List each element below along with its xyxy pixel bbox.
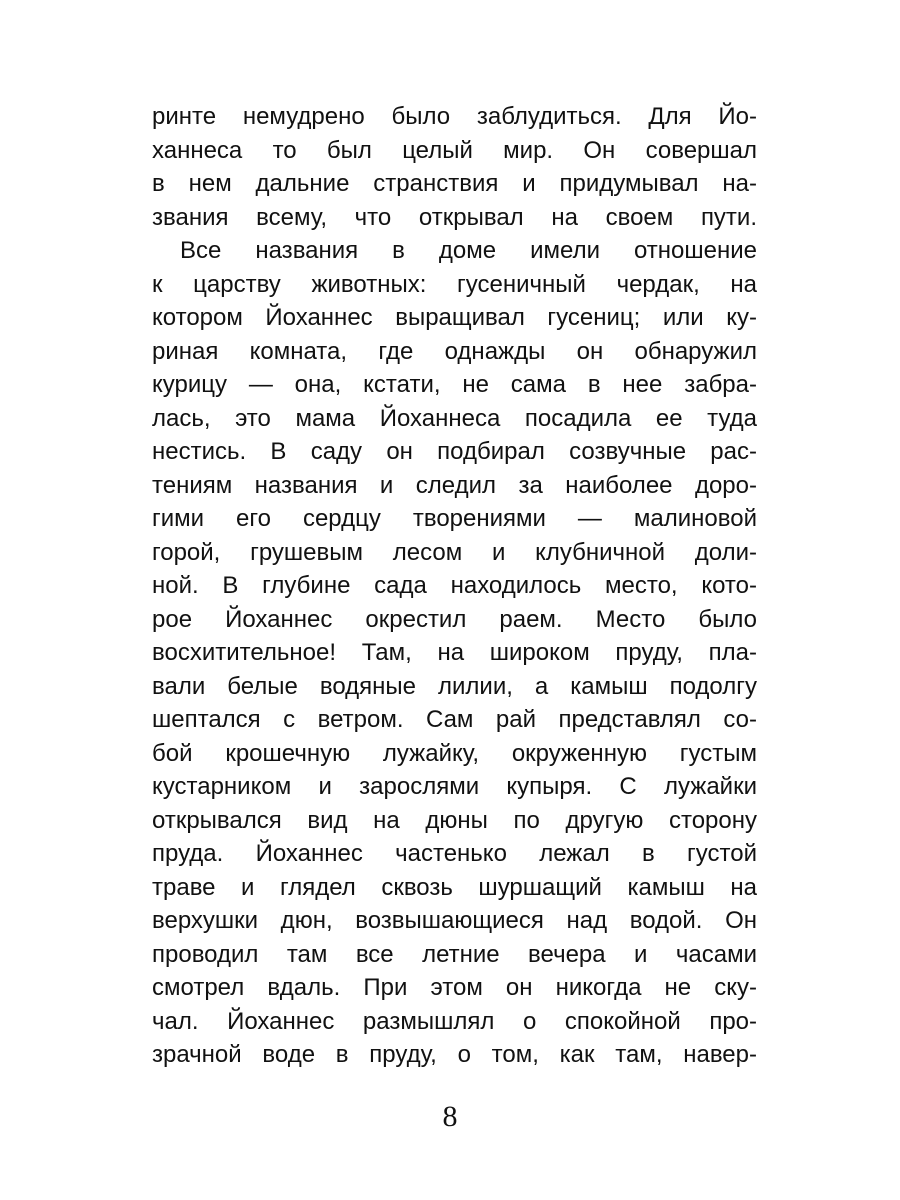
page-number: 8 <box>442 1100 458 1133</box>
text-line: восхитительное! Там, на широком пруду, пла- <box>152 639 757 666</box>
text-line: лась, это мама Йоханнеса посадила ее туда <box>152 404 757 432</box>
text-line: котором Йоханнес выращивал гусениц; или ку- <box>152 304 757 331</box>
text-line: к царству животных: гусеничный чердак, на <box>152 270 757 298</box>
text-line: кустарником и зарослями купыря. С лужайки <box>152 773 757 800</box>
text-line: траве и глядел сквозь шуршащий камыш на <box>152 873 757 901</box>
text-line: курицу — она, кстати, не сама в нее забра- <box>152 371 757 398</box>
text-line: чал. Йоханнес размышлял о спокойной про- <box>152 1007 757 1035</box>
text-line: риная комната, где однажды он обнаружил <box>152 337 757 365</box>
text-line: открывался вид на дюны по другую сторону <box>152 806 757 834</box>
text-line: ной. В глубине сада находилось место, кото- <box>152 572 757 599</box>
text-line: рое Йоханнес окрестил раем. Место было <box>152 605 757 633</box>
text-line: пруда. Йоханнес частенько лежал в густой <box>152 840 757 867</box>
text-line: тениям названия и следил за наиболее доро- <box>152 471 757 499</box>
text-line: верхушки дюн, возвышающиеся над водой. Он <box>152 907 757 934</box>
text-line: нестись. В саду он подбирал созвучные рас- <box>152 438 757 465</box>
text-line: шептался с ветром. Сам рай представлял со- <box>152 706 757 733</box>
text-line: звания всему, что открывал на своем пути. <box>152 203 757 231</box>
text-line: Все названия в доме имели отношение <box>180 237 757 264</box>
text-line: в нем дальние странствия и придумывал на- <box>152 170 757 197</box>
text-line: гими его сердцу творениями — малиновой <box>152 505 757 532</box>
body-text <box>152 100 757 1072</box>
text-line: проводил там все летние вечера и часами <box>152 940 757 968</box>
text-line: смотрел вдаль. При этом он никогда не ску- <box>152 974 757 1001</box>
text-line: горой, грушевым лесом и клубничной доли- <box>152 538 757 566</box>
text-line: ринте немудрено было заблудиться. Для Йо- <box>152 103 757 130</box>
text-line: бой крошечную лужайку, окруженную густым <box>152 739 757 767</box>
text-line: зрачной воде в пруду, о том, как там, навер- <box>152 1041 757 1068</box>
text-line: ханнеса то был целый мир. Он совершал <box>152 136 757 164</box>
text-line: вали белые водяные лилии, а камыш подолгу <box>152 672 757 700</box>
